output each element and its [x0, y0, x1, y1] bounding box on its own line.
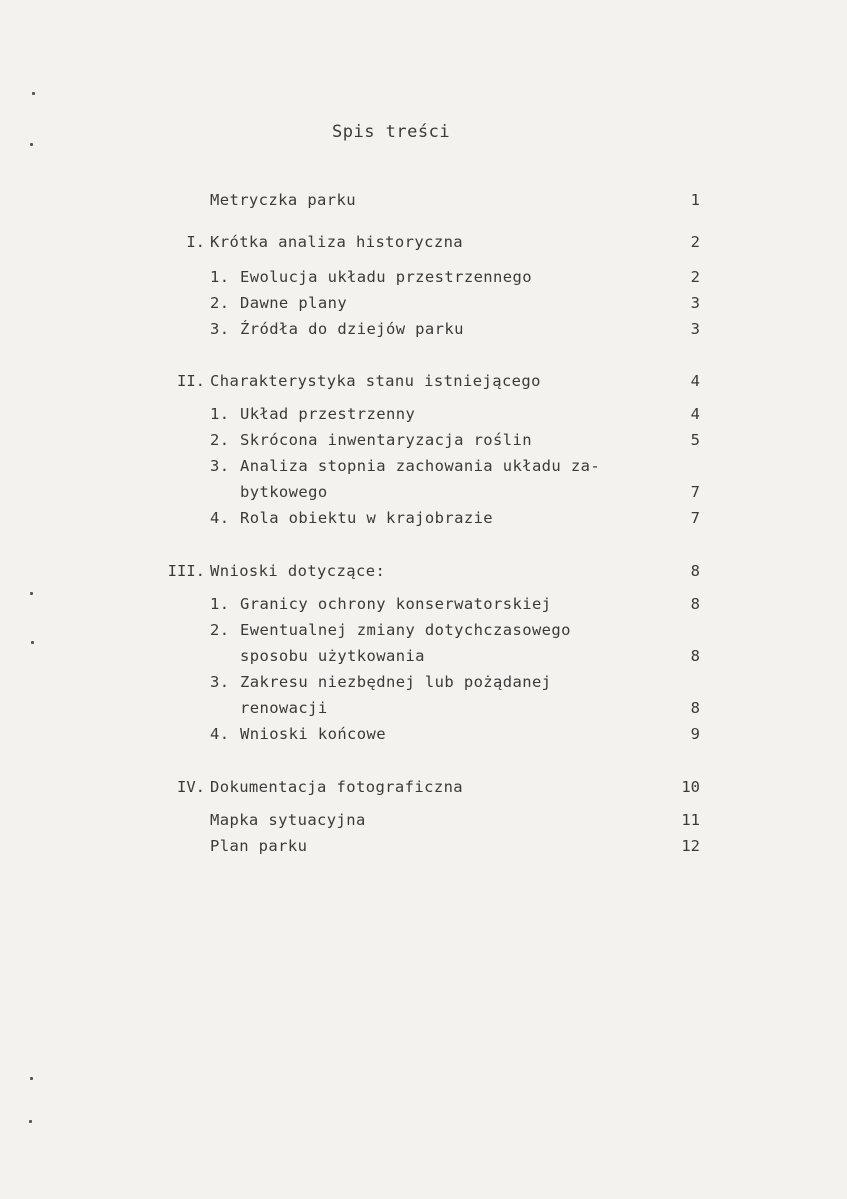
margin-mark: [29, 1120, 32, 1123]
toc-item-number: 2.: [210, 431, 230, 449]
toc-roman-numeral: II.: [177, 372, 205, 390]
toc-item-text: Charakterystyka stanu istniejącego: [210, 372, 541, 390]
toc-item-text: Analiza stopnia zachowania układu za-: [240, 457, 601, 475]
toc-page-number: 4: [690, 405, 700, 423]
toc-item-number: 3.: [210, 320, 230, 338]
toc-item-text: Rola obiektu w krajobrazie: [240, 509, 494, 527]
toc-page-number: 8: [690, 699, 700, 717]
toc-page-number: 5: [690, 431, 700, 449]
toc-item-text: Ewentualnej zmiany dotychczasowego: [240, 621, 571, 639]
margin-mark: [30, 592, 33, 595]
toc-roman-numeral: I.: [186, 233, 205, 251]
margin-mark: [30, 143, 33, 146]
toc-item-text: Metryczka parku: [210, 191, 356, 209]
toc-page-number: 1: [690, 191, 700, 209]
toc-item-number: 4.: [210, 509, 230, 527]
toc-item-number: 1.: [210, 595, 230, 613]
toc-page-number: 11: [681, 811, 700, 829]
toc-page-number: 12: [681, 837, 700, 855]
toc-page-number: 7: [690, 483, 700, 501]
toc-item-text: Ewolucja układu przestrzennego: [240, 268, 532, 286]
toc-item-text: Wnioski dotyczące:: [210, 562, 386, 580]
toc-item-text: Zakresu niezbędnej lub pożądanej: [240, 673, 552, 691]
toc-item-number: 2.: [210, 621, 230, 639]
toc-item-number: 1.: [210, 405, 230, 423]
toc-item-text: Dawne plany: [240, 294, 348, 312]
toc-item-number: 2.: [210, 294, 230, 312]
toc-page-number: 10: [681, 778, 700, 796]
toc-item-text: Mapka sytuacyjna: [210, 811, 366, 829]
toc-item-text: renowacji: [240, 699, 328, 717]
toc-page-number: 8: [690, 562, 700, 580]
toc-item-text: Układ przestrzenny: [240, 405, 416, 423]
toc-page-number: 8: [690, 647, 700, 665]
toc-page-number: 8: [690, 595, 700, 613]
toc-roman-numeral: III.: [167, 562, 205, 580]
toc-page-number: 9: [690, 725, 700, 743]
toc-roman-numeral: IV.: [177, 778, 205, 796]
toc-page-number: 3: [690, 294, 700, 312]
margin-mark: [30, 1077, 33, 1080]
toc-item-text: Skrócona inwentaryzacja roślin: [240, 431, 532, 449]
toc-item-text: Plan parku: [210, 837, 308, 855]
toc-item-number: 1.: [210, 268, 230, 286]
toc-item-text: sposobu użytkowania: [240, 647, 425, 665]
toc-item-text: Granicy ochrony konserwatorskiej: [240, 595, 552, 613]
toc-item-text: Krótka analiza historyczna: [210, 233, 464, 251]
toc-item-number: 4.: [210, 725, 230, 743]
toc-item-number: 3.: [210, 457, 230, 475]
toc-page-number: 2: [690, 233, 700, 251]
toc-page-number: 4: [690, 372, 700, 390]
toc-item-number: 3.: [210, 673, 230, 691]
page-title: Spis treści: [332, 122, 451, 142]
toc-item-text: Dokumentacja fotograficzna: [210, 778, 464, 796]
margin-mark: [31, 641, 34, 644]
toc-item-text: Wnioski końcowe: [240, 725, 386, 743]
toc-item-text: bytkowego: [240, 483, 328, 501]
toc-page-number: 7: [690, 509, 700, 527]
toc-item-text: Źródła do dziejów parku: [240, 320, 464, 338]
toc-page-number: 3: [690, 320, 700, 338]
margin-mark: [32, 92, 35, 95]
toc-page-number: 2: [690, 268, 700, 286]
